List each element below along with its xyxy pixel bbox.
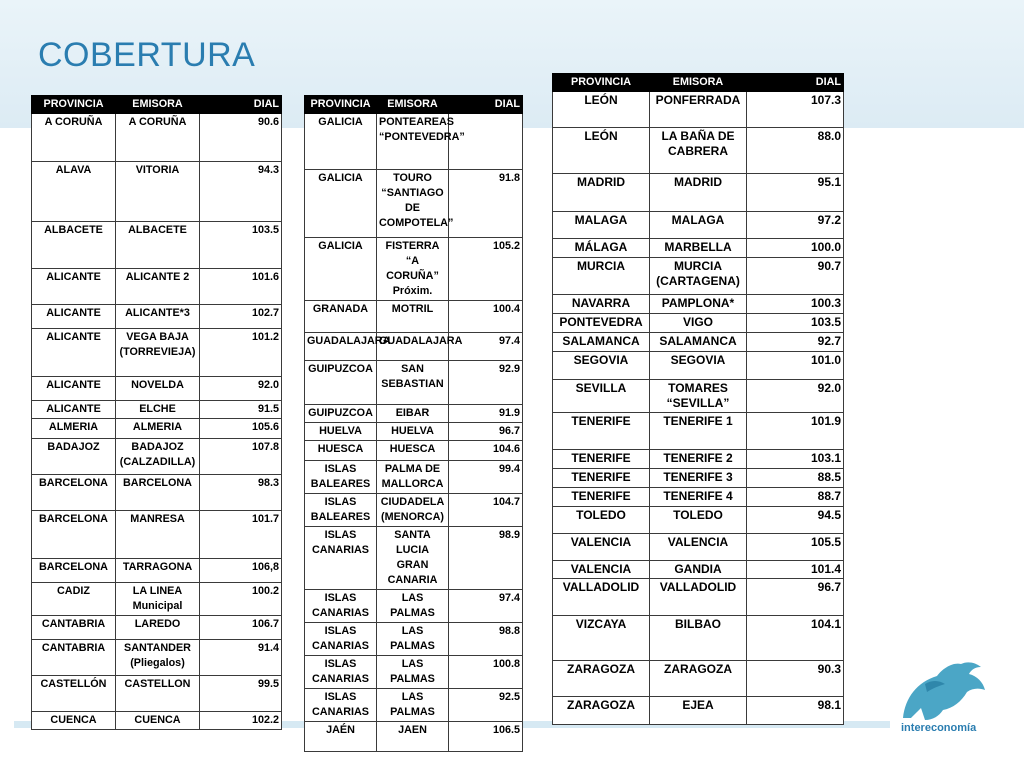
dial-cell: 90.7 bbox=[747, 258, 844, 295]
station-cell: CASTELLON bbox=[116, 676, 200, 712]
station-cell: MADRID bbox=[650, 174, 747, 212]
station-cell: VALLADOLID bbox=[650, 579, 747, 616]
dial-cell: 105.6 bbox=[200, 419, 282, 439]
station-cell: BARCELONA bbox=[116, 475, 200, 511]
table-row bbox=[305, 689, 523, 722]
province-cell: CASTELLÓN bbox=[32, 676, 116, 712]
station-cell: BADAJOZ (CALZADILLA) bbox=[116, 439, 200, 475]
province-cell: MÁLAGA bbox=[553, 239, 650, 258]
province-cell: MURCIA bbox=[553, 258, 650, 295]
dial-header: DIAL bbox=[449, 96, 523, 114]
table-row bbox=[553, 352, 844, 380]
station-cell: FISTERRA “A CORUÑA” Próxim. bbox=[377, 238, 449, 301]
dial-header: DIAL bbox=[747, 74, 844, 92]
province-cell: HUELVA bbox=[305, 423, 377, 441]
table-row bbox=[32, 676, 282, 712]
dial-cell: 90.6 bbox=[200, 114, 282, 162]
station-cell: GUADALAJARA bbox=[377, 333, 449, 361]
province-cell: CADIZ bbox=[32, 583, 116, 616]
dial-cell: 91.5 bbox=[200, 401, 282, 419]
table-row bbox=[553, 561, 844, 579]
province-cell: TENERIFE bbox=[553, 450, 650, 469]
table-row bbox=[553, 469, 844, 488]
table-row bbox=[32, 439, 282, 475]
table-row bbox=[553, 333, 844, 352]
province-cell: SALAMANCA bbox=[553, 333, 650, 352]
dial-cell: 91.9 bbox=[449, 405, 523, 423]
dial-cell: 105.5 bbox=[747, 534, 844, 561]
table-row bbox=[553, 697, 844, 725]
dial-cell: 100.4 bbox=[449, 301, 523, 333]
province-cell: ISLAS BALEARES bbox=[305, 461, 377, 494]
coverage-table-1 bbox=[31, 95, 282, 730]
table-row bbox=[32, 419, 282, 439]
table-row bbox=[553, 534, 844, 561]
station-cell: MOTRIL bbox=[377, 301, 449, 333]
province-cell: LEÓN bbox=[553, 92, 650, 128]
dial-cell: 104.7 bbox=[449, 494, 523, 527]
station-header: EMISORA bbox=[377, 96, 449, 114]
province-header: PROVINCIA bbox=[553, 74, 650, 92]
dial-cell: 94.5 bbox=[747, 507, 844, 534]
station-cell: ALBACETE bbox=[116, 222, 200, 269]
station-cell: TENERIFE 1 bbox=[650, 413, 747, 450]
dial-header: DIAL bbox=[200, 96, 282, 114]
station-cell: TARRAGONA bbox=[116, 559, 200, 583]
table-row bbox=[553, 413, 844, 450]
province-cell: GUIPUZCOA bbox=[305, 405, 377, 423]
province-cell: NAVARRA bbox=[553, 295, 650, 314]
province-header: PROVINCIA bbox=[305, 96, 377, 114]
dial-cell: 97.4 bbox=[449, 590, 523, 623]
station-cell: PALMA DE MALLORCA bbox=[377, 461, 449, 494]
table-row bbox=[305, 333, 523, 361]
province-cell: ALICANTE bbox=[32, 329, 116, 377]
table-row bbox=[553, 174, 844, 212]
dial-cell: 98.1 bbox=[747, 697, 844, 725]
dial-cell: 97.4 bbox=[449, 333, 523, 361]
province-cell: VIZCAYA bbox=[553, 616, 650, 661]
station-cell: SAN SEBASTIAN bbox=[377, 361, 449, 405]
dial-cell: 106,8 bbox=[200, 559, 282, 583]
table-row bbox=[553, 212, 844, 239]
station-cell: ALMERIA bbox=[116, 419, 200, 439]
table-row bbox=[32, 329, 282, 377]
dial-cell: 100.2 bbox=[200, 583, 282, 616]
station-cell: TOMARES “SEVILLA” bbox=[650, 380, 747, 413]
province-cell: ALMERIA bbox=[32, 419, 116, 439]
province-cell: ISLAS CANARIAS bbox=[305, 656, 377, 689]
dial-cell: 104.6 bbox=[449, 441, 523, 461]
province-cell: CUENCA bbox=[32, 712, 116, 730]
table-row bbox=[305, 114, 523, 170]
station-cell: LA BAÑA DE CABRERA bbox=[650, 128, 747, 174]
station-cell: TENERIFE 3 bbox=[650, 469, 747, 488]
province-cell: GUADALAJARA bbox=[305, 333, 377, 361]
province-cell: SEGOVIA bbox=[553, 352, 650, 380]
dial-cell: 103.1 bbox=[747, 450, 844, 469]
header-row bbox=[32, 96, 282, 114]
table-row bbox=[305, 722, 523, 752]
table-row bbox=[305, 527, 523, 590]
table-row bbox=[305, 494, 523, 527]
dial-cell: 107.8 bbox=[200, 439, 282, 475]
station-cell: LAS PALMAS bbox=[377, 623, 449, 656]
dial-cell: 95.1 bbox=[747, 174, 844, 212]
dial-cell: 100.0 bbox=[747, 239, 844, 258]
dial-cell: 101.2 bbox=[200, 329, 282, 377]
province-header: PROVINCIA bbox=[32, 96, 116, 114]
table-row bbox=[305, 238, 523, 301]
dial-cell: 101.9 bbox=[747, 413, 844, 450]
dial-cell: 101.7 bbox=[200, 511, 282, 559]
station-cell: HUESCA bbox=[377, 441, 449, 461]
table-row bbox=[553, 258, 844, 295]
dial-cell: 103.5 bbox=[200, 222, 282, 269]
province-cell: ZARAGOZA bbox=[553, 661, 650, 697]
table-row bbox=[553, 314, 844, 333]
province-cell: ALICANTE bbox=[32, 401, 116, 419]
station-cell: BILBAO bbox=[650, 616, 747, 661]
table-row bbox=[32, 475, 282, 511]
table-row bbox=[305, 170, 523, 238]
table-row bbox=[553, 128, 844, 174]
province-cell: ISLAS CANARIAS bbox=[305, 590, 377, 623]
province-cell: ALBACETE bbox=[32, 222, 116, 269]
station-cell: ALICANTE 2 bbox=[116, 269, 200, 305]
table-row bbox=[553, 616, 844, 661]
station-cell: MANRESA bbox=[116, 511, 200, 559]
station-cell: TENERIFE 4 bbox=[650, 488, 747, 507]
province-cell: ALAVA bbox=[32, 162, 116, 222]
table-row bbox=[32, 401, 282, 419]
dial-cell: 106.7 bbox=[200, 616, 282, 640]
station-cell: SEGOVIA bbox=[650, 352, 747, 380]
dial-cell: 88.7 bbox=[747, 488, 844, 507]
dial-cell: 98.3 bbox=[200, 475, 282, 511]
station-cell: MARBELLA bbox=[650, 239, 747, 258]
province-cell: LEÓN bbox=[553, 128, 650, 174]
table-row bbox=[32, 222, 282, 269]
dial-cell: 94.3 bbox=[200, 162, 282, 222]
dial-cell: 98.8 bbox=[449, 623, 523, 656]
station-cell: VIGO bbox=[650, 314, 747, 333]
table-row bbox=[32, 583, 282, 616]
province-cell: JAÉN bbox=[305, 722, 377, 752]
province-cell: BADAJOZ bbox=[32, 439, 116, 475]
dial-cell: 103.5 bbox=[747, 314, 844, 333]
station-cell: TOURO “SANTIAGO DE COMPOTELA” bbox=[377, 170, 449, 238]
dial-cell: 92.7 bbox=[747, 333, 844, 352]
province-cell: GALICIA bbox=[305, 238, 377, 301]
dial-cell: 105.2 bbox=[449, 238, 523, 301]
table-row bbox=[32, 559, 282, 583]
station-cell: VEGA BAJA (TORREVIEJA) bbox=[116, 329, 200, 377]
table-row bbox=[553, 579, 844, 616]
province-cell: ISLAS CANARIAS bbox=[305, 623, 377, 656]
province-cell: TENERIFE bbox=[553, 469, 650, 488]
station-cell: VITORIA bbox=[116, 162, 200, 222]
coverage-table-2 bbox=[304, 95, 523, 752]
table-row bbox=[32, 511, 282, 559]
province-cell: TOLEDO bbox=[553, 507, 650, 534]
dial-cell: 90.3 bbox=[747, 661, 844, 697]
station-cell: A CORUÑA bbox=[116, 114, 200, 162]
province-cell: MADRID bbox=[553, 174, 650, 212]
dial-cell: 100.3 bbox=[747, 295, 844, 314]
dial-cell: 91.8 bbox=[449, 170, 523, 238]
table-row bbox=[32, 640, 282, 676]
province-cell: ALICANTE bbox=[32, 269, 116, 305]
station-cell: ELCHE bbox=[116, 401, 200, 419]
table-row bbox=[553, 507, 844, 534]
dial-cell: 99.5 bbox=[200, 676, 282, 712]
station-cell: SALAMANCA bbox=[650, 333, 747, 352]
table-row bbox=[32, 269, 282, 305]
province-cell: GRANADA bbox=[305, 301, 377, 333]
header-row bbox=[553, 74, 844, 92]
station-cell: MALAGA bbox=[650, 212, 747, 239]
table-row bbox=[32, 305, 282, 329]
province-cell: ISLAS CANARIAS bbox=[305, 689, 377, 722]
station-cell: LAS PALMAS bbox=[377, 590, 449, 623]
province-cell: A CORUÑA bbox=[32, 114, 116, 162]
station-cell: LAREDO bbox=[116, 616, 200, 640]
coverage-table-3 bbox=[552, 73, 844, 725]
station-cell: TOLEDO bbox=[650, 507, 747, 534]
dial-cell: 96.7 bbox=[449, 423, 523, 441]
province-cell: ZARAGOZA bbox=[553, 697, 650, 725]
province-cell: TENERIFE bbox=[553, 413, 650, 450]
station-cell: ALICANTE*3 bbox=[116, 305, 200, 329]
station-header: EMISORA bbox=[650, 74, 747, 92]
table-row bbox=[305, 423, 523, 441]
page-title: COBERTURA bbox=[38, 36, 256, 74]
table-row bbox=[305, 405, 523, 423]
station-cell: HUELVA bbox=[377, 423, 449, 441]
dial-cell: 88.0 bbox=[747, 128, 844, 174]
dial-cell: 101.4 bbox=[747, 561, 844, 579]
dial-cell: 106.5 bbox=[449, 722, 523, 752]
station-cell: PONTEAREAS “PONTEVEDRA” bbox=[377, 114, 449, 170]
province-cell: ALICANTE bbox=[32, 305, 116, 329]
table-row bbox=[305, 590, 523, 623]
dial-cell: 99.4 bbox=[449, 461, 523, 494]
station-cell: PONFERRADA bbox=[650, 92, 747, 128]
dial-cell: 92.0 bbox=[747, 380, 844, 413]
province-cell: GALICIA bbox=[305, 114, 377, 170]
province-cell: HUESCA bbox=[305, 441, 377, 461]
table-row bbox=[305, 656, 523, 689]
province-cell: ALICANTE bbox=[32, 377, 116, 401]
dial-cell: 101.0 bbox=[747, 352, 844, 380]
province-cell: ISLAS CANARIAS bbox=[305, 527, 377, 590]
dial-cell: 100.8 bbox=[449, 656, 523, 689]
station-cell: ZARAGOZA bbox=[650, 661, 747, 697]
dial-cell: 92.5 bbox=[449, 689, 523, 722]
table-row bbox=[553, 239, 844, 258]
province-cell: BARCELONA bbox=[32, 475, 116, 511]
province-cell: VALLADOLID bbox=[553, 579, 650, 616]
dial-cell: 107.3 bbox=[747, 92, 844, 128]
station-cell: LAS PALMAS bbox=[377, 656, 449, 689]
station-cell: JAEN bbox=[377, 722, 449, 752]
dial-cell: 92.0 bbox=[200, 377, 282, 401]
station-cell: EIBAR bbox=[377, 405, 449, 423]
station-cell: PAMPLONA* bbox=[650, 295, 747, 314]
province-cell: ISLAS BALEARES bbox=[305, 494, 377, 527]
dial-cell: 98.9 bbox=[449, 527, 523, 590]
table-row bbox=[553, 661, 844, 697]
station-cell: TENERIFE 2 bbox=[650, 450, 747, 469]
table-row bbox=[305, 623, 523, 656]
station-cell: MURCIA (CARTAGENA) bbox=[650, 258, 747, 295]
dial-cell: 96.7 bbox=[747, 579, 844, 616]
station-cell: SANTA LUCIA GRAN CANARIA bbox=[377, 527, 449, 590]
table-row bbox=[32, 616, 282, 640]
station-cell: VALENCIA bbox=[650, 534, 747, 561]
province-cell: TENERIFE bbox=[553, 488, 650, 507]
station-cell: GANDIA bbox=[650, 561, 747, 579]
brand-name: intereconomía bbox=[901, 722, 977, 734]
dial-cell: 91.4 bbox=[200, 640, 282, 676]
table-row bbox=[553, 295, 844, 314]
table-row bbox=[305, 441, 523, 461]
province-cell: CANTABRIA bbox=[32, 640, 116, 676]
table-row bbox=[32, 377, 282, 401]
table-row bbox=[553, 380, 844, 413]
province-cell: VALENCIA bbox=[553, 561, 650, 579]
table-row bbox=[32, 162, 282, 222]
station-cell: SANTANDER (Pliegalos) bbox=[116, 640, 200, 676]
dial-cell: 102.2 bbox=[200, 712, 282, 730]
station-cell: NOVELDA bbox=[116, 377, 200, 401]
province-cell: SEVILLA bbox=[553, 380, 650, 413]
table-row bbox=[553, 488, 844, 507]
table-row bbox=[32, 712, 282, 730]
province-cell: GALICIA bbox=[305, 170, 377, 238]
table-row bbox=[305, 361, 523, 405]
table-row bbox=[305, 301, 523, 333]
table-row bbox=[305, 461, 523, 494]
station-cell: CUENCA bbox=[116, 712, 200, 730]
province-cell: PONTEVEDRA bbox=[553, 314, 650, 333]
dial-cell: 102.7 bbox=[200, 305, 282, 329]
dial-cell: 101.6 bbox=[200, 269, 282, 305]
province-cell: CANTABRIA bbox=[32, 616, 116, 640]
province-cell: MALAGA bbox=[553, 212, 650, 239]
province-cell: BARCELONA bbox=[32, 559, 116, 583]
table-row bbox=[553, 450, 844, 469]
station-cell: EJEA bbox=[650, 697, 747, 725]
dial-cell: 104.1 bbox=[747, 616, 844, 661]
station-header: EMISORA bbox=[116, 96, 200, 114]
station-cell: LAS PALMAS bbox=[377, 689, 449, 722]
station-cell: CIUDADELA (MENORCA) bbox=[377, 494, 449, 527]
station-cell: LA LINEA Municipal bbox=[116, 583, 200, 616]
province-cell: VALENCIA bbox=[553, 534, 650, 561]
dial-cell: 97.2 bbox=[747, 212, 844, 239]
dial-cell: 88.5 bbox=[747, 469, 844, 488]
header-row bbox=[305, 96, 523, 114]
dial-cell: 92.9 bbox=[449, 361, 523, 405]
province-cell: GUIPUZCOA bbox=[305, 361, 377, 405]
table-row bbox=[32, 114, 282, 162]
province-cell: BARCELONA bbox=[32, 511, 116, 559]
table-row bbox=[553, 92, 844, 128]
